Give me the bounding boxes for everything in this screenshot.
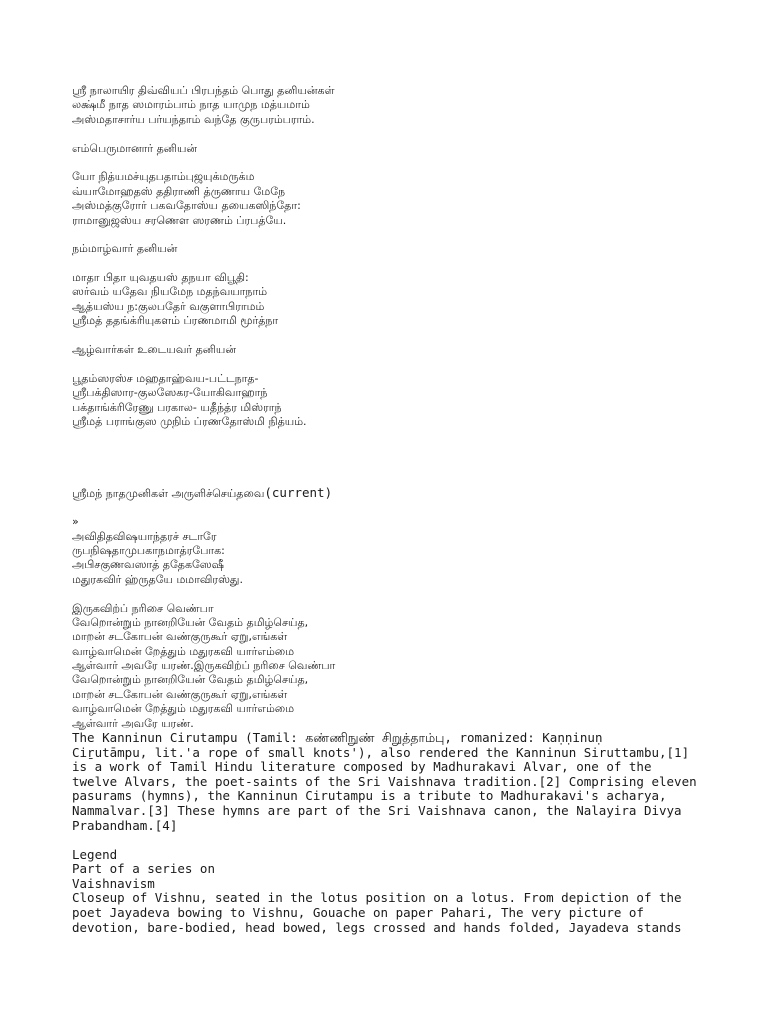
legend-line: devotion, bare-bodied, head bowed, legs crossed and hands folded, Jayadeva stands [72,919,682,935]
tamil-line: பூதம்ஸரஸ்ச மஹதாஹ்வய-பட்டநாத- [72,371,259,385]
verse-line: வாழ்வாமென் றேத்தும் மதுரகவி யார்எம்மை [72,644,295,658]
verse-line: வாழ்வாமென் றேத்தும் மதுரகவி யார்எம்மை [72,702,295,716]
tamil-line: எம்பெருமானார் தனியன் [72,141,198,155]
tamil-line: ராமானுஜஸ்ய சரணெள ஸரணம் ப்ரபத்யே. [72,213,287,227]
paragraph-line: twelve Alvars, the poet-saints of the Sri Vaishnava tradition.[2] Comprising eleven [72,773,697,789]
legend-line: Legend [72,846,118,862]
legend-line: Vaishnavism [72,875,155,891]
paragraph-line: is a work of Tamil Hindu literature composed by Madhurakavi Alvar, one of the [72,759,652,775]
verse-line: மாறன் சடகோபன் வண்குருகூர் ஏறு,எங்கள் [72,687,288,701]
verse-line: ஆள்வார் அவரே யரண்.இருகவிற்ப் நரிசை வெண்பா [72,659,336,673]
tamil-line: ஸ்ரீமத் ததங்க்ரியுகளம் ப்ரணமாமி மூர்த்நா [72,314,279,328]
document-page [72,84,712,935]
tamil-line: ஆழ்வார்கள் உடையவர் தனியன் [72,343,237,357]
tamil-line: யோ நித்யமச்யுதபதாம்புஜயுக்மருக்ம [72,170,255,184]
tamil-line: அஸ்மதாசார்ய பர்யந்தாம் வந்தே குருபரம்பராம். [72,112,315,126]
verse-line: ஆள்வார் அவரே யரண். [72,716,194,730]
verse-block-2 [72,602,712,732]
verse-line: வேறொன்றும் நானறியேன் வேதம் தமிழ்செய்த, [72,673,309,687]
verse-line: அவிதிதவிஷயாந்தரச் சடாரே [72,529,217,543]
tamil-section [72,242,712,256]
verse-line: வேறொன்றும் நானறியேன் வேதம் தமிழ்செய்த, [72,615,309,629]
legend-line: Closeup of Vishnu, seated in the lotus position on a lotus. From depiction of the [72,890,682,906]
paragraph-line: Nammalvar.[3] These hymns are part of the Sri Vaishnava canon, the Nalayira Divya [72,802,682,818]
verse-line: மதுரகவிர் ஹ்ருதயே மமாவிரஸ்து. [72,572,243,586]
tamil-line: ஆத்யஸ்ய ந:குலபதேர் வகுளாபிராமம் [72,299,265,313]
tamil-section [72,343,712,357]
tamil-line: ஸ்ரீமத் பராங்குஸ முநிம் ப்ரணதோஸ்மி நித்யம். [72,414,307,428]
tamil-section [72,271,712,329]
verse-line: மாறன் சடகோபன் வண்குருகூர் ஏறு,எங்கள் [72,630,288,644]
paragraph-line: Ciṟutāmpu, lit.'a rope of small knots'), also rendered the Kanninun Siruttambu,[1] [72,744,690,760]
tamil-line: லக்ஷ்மீ நாத ஸமாரம்பாம் நாத யாமுந மத்யமாம் [72,98,310,112]
guillemet-marker: » [72,515,79,529]
tamil-line: நம்மாழ்வார் தனியன் [72,242,178,256]
tamil-section [72,142,712,156]
tamil-line: ஸ்ரீபக்திஸார-குலஸேகர-யோகிவாஹாந் [72,386,268,400]
current-heading [72,486,712,500]
tamil-section [72,84,712,127]
tamil-line: ஸ்ரீ நாலாயிர திவ்வியப் பிரபந்தம் பொது தனியன்கள் [72,84,335,97]
paragraph-line: pasurams (hymns), the Kanninun Cirutampu is a tribute to Madhurakavi's acharya, [72,788,667,804]
tamil-line: வ்யாமோஹதஸ் ததிராணி த்ருணாய மேநே [72,184,286,198]
verse-line: இருகவிற்ப் நரிசை வெண்பா [72,601,214,615]
verse-line: அபிசகுணவஸாத் ததேகஸேஷீ [72,558,224,572]
legend-line: poet Jayadeva bowing to Vishnu, Gouache on paper Pahari, The very picture of [72,904,644,920]
current-heading-tamil: ஸ்ரீமந் நாதமுனிகள் அருளிச்செய்தவை [72,487,265,501]
current-tag: (current) [264,486,333,501]
tamil-line: பக்தாங்க்ரிரேணு பரகால- யதீந்த்ர மிஸ்ராந் [72,400,282,414]
tamil-section [72,170,712,228]
tamil-line: ஸர்வம் யதேவ நியமேந மதந்வயாநாம் [72,285,268,299]
legend-block [72,848,712,936]
tamil-section [72,372,712,430]
intro-paragraph [72,731,712,833]
tamil-line: மாதா பிதா யுவதயஸ் தநயா விபூதி: [72,271,249,285]
paragraph-line: The Kanninun Cirutampu (Tamil: கண்ணிநுண் சிறுத்தாம்பு, romanized: Kaṇṇinuṇ [72,730,603,746]
legend-line: Part of a series on [72,861,215,877]
tamil-sections [72,84,712,429]
verse-line: ருபநிஷதாமுபகாநமாத்ரபோக: [72,543,225,557]
verse-block-1 [72,530,712,588]
tamil-line: அஸ்மத்குரோர் பகவதோஸ்ய தயைகஸிந்தோ: [72,199,301,213]
paragraph-line: Prabandham.[4] [72,817,178,833]
